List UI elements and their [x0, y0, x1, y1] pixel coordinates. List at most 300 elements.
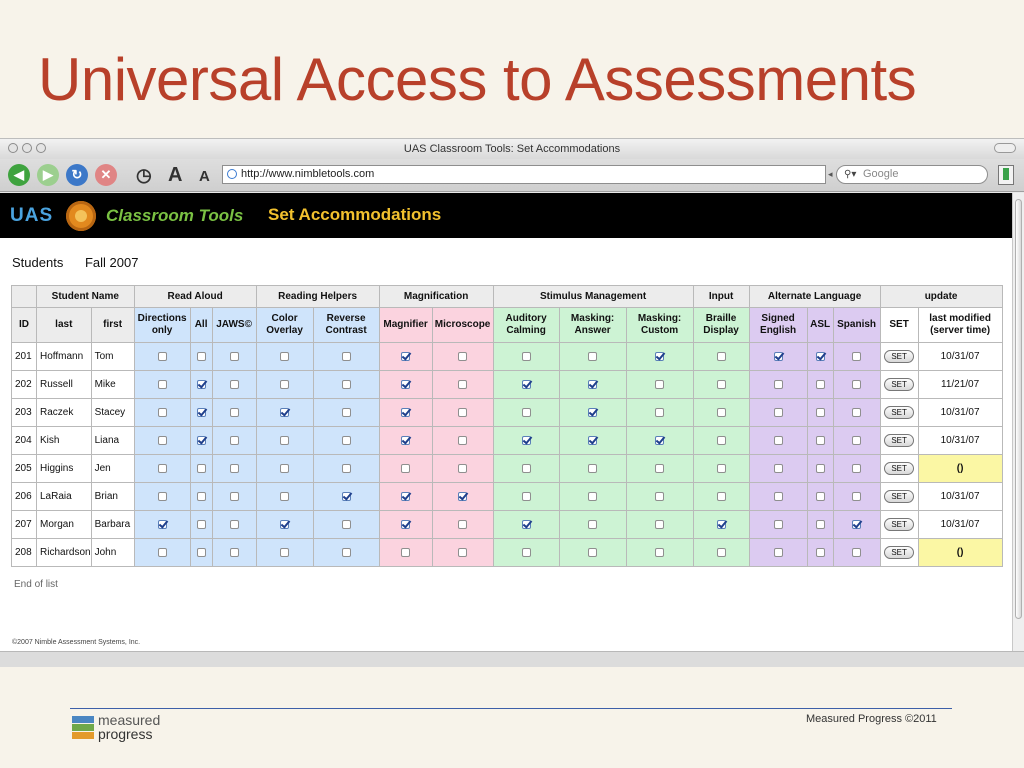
- accommodation-cell: [693, 455, 749, 483]
- set-button[interactable]: SET: [884, 350, 914, 363]
- search-placeholder: Google: [863, 168, 899, 180]
- accommodation-cell: [313, 483, 379, 511]
- accommodation-checkbox[interactable]: [522, 464, 531, 473]
- student-first-name: John: [91, 539, 134, 567]
- back-icon[interactable]: ◀: [8, 164, 30, 186]
- accommodation-cell: [693, 371, 749, 399]
- measured-progress-logo: [72, 714, 182, 744]
- accommodation-checkbox[interactable]: [774, 352, 783, 361]
- accommodation-checkbox[interactable]: [280, 492, 289, 501]
- accommodation-checkbox[interactable]: [816, 380, 825, 389]
- brand-logo: UAS: [10, 205, 54, 226]
- accommodation-cell: [807, 455, 833, 483]
- group-header-row: [12, 286, 1003, 308]
- column-header: ASL: [807, 308, 833, 343]
- student-id: 202: [12, 371, 37, 399]
- accommodation-checkbox[interactable]: [717, 464, 726, 473]
- accommodation-checkbox[interactable]: [401, 380, 410, 389]
- url-dropdown-icon[interactable]: ◂: [828, 169, 833, 179]
- accommodation-checkbox[interactable]: [401, 520, 410, 529]
- accommodation-checkbox[interactable]: [655, 352, 664, 361]
- accommodation-checkbox[interactable]: [588, 436, 597, 445]
- app-name: Classroom Tools: [106, 206, 244, 225]
- accommodation-checkbox[interactable]: [158, 520, 167, 529]
- accommodation-cell: [693, 399, 749, 427]
- accommodation-checkbox[interactable]: [717, 352, 726, 361]
- set-button[interactable]: SET: [884, 546, 914, 559]
- accommodation-cell: [749, 399, 807, 427]
- group-header: Alternate Language: [749, 286, 880, 308]
- accommodation-checkbox[interactable]: [588, 380, 597, 389]
- accommodation-checkbox[interactable]: [230, 436, 239, 445]
- accommodation-cell: [626, 455, 693, 483]
- accommodation-cell: [833, 371, 880, 399]
- accommodation-cell: [212, 511, 256, 539]
- students-label: Students: [12, 255, 64, 270]
- accommodation-checkbox[interactable]: [197, 520, 206, 529]
- accommodation-cell: [493, 455, 559, 483]
- accommodation-cell: [749, 455, 807, 483]
- accommodation-checkbox[interactable]: [158, 464, 167, 473]
- set-button[interactable]: SET: [884, 406, 914, 419]
- table-row: [12, 539, 1003, 567]
- accommodation-cell: [212, 455, 256, 483]
- accommodation-cell: [134, 371, 190, 399]
- accommodation-checkbox[interactable]: [717, 520, 726, 529]
- accommodation-checkbox[interactable]: [158, 548, 167, 557]
- accommodation-cell: [256, 343, 313, 371]
- column-header: SET: [880, 308, 918, 343]
- column-header: Spanish: [833, 308, 880, 343]
- accommodation-cell: [190, 427, 212, 455]
- accommodation-checkbox[interactable]: [280, 352, 289, 361]
- accommodation-cell: [493, 511, 559, 539]
- student-first-name: Mike: [91, 371, 134, 399]
- set-button[interactable]: SET: [884, 490, 914, 503]
- accommodation-checkbox[interactable]: [230, 352, 239, 361]
- student-last-name: Russell: [37, 371, 92, 399]
- accommodation-checkbox[interactable]: [197, 492, 206, 501]
- accommodation-checkbox[interactable]: [342, 380, 351, 389]
- search-icon: ⚲▾: [844, 169, 857, 180]
- accommodation-checkbox[interactable]: [655, 520, 664, 529]
- accommodation-checkbox[interactable]: [280, 464, 289, 473]
- column-header: Auditory Calming: [493, 308, 559, 343]
- page-heading: Set Accommodations: [268, 205, 442, 224]
- accommodation-checkbox[interactable]: [774, 548, 783, 557]
- accommodation-cell: [807, 511, 833, 539]
- accommodation-checkbox[interactable]: [230, 548, 239, 557]
- last-modified: 11/21/07: [918, 371, 1002, 399]
- accommodation-checkbox[interactable]: [342, 436, 351, 445]
- accommodation-cell: [693, 343, 749, 371]
- accommodation-checkbox[interactable]: [816, 436, 825, 445]
- accommodation-checkbox[interactable]: [522, 520, 531, 529]
- accommodation-checkbox[interactable]: [458, 352, 467, 361]
- accommodation-checkbox[interactable]: [816, 492, 825, 501]
- accommodation-cell: [432, 511, 493, 539]
- accommodation-checkbox[interactable]: [816, 352, 825, 361]
- set-button[interactable]: SET: [884, 434, 914, 447]
- column-header: Reverse Contrast: [313, 308, 379, 343]
- accommodation-checkbox[interactable]: [342, 464, 351, 473]
- accommodation-cell: [559, 455, 626, 483]
- accommodation-checkbox[interactable]: [458, 408, 467, 417]
- accommodation-checkbox[interactable]: [852, 436, 861, 445]
- accommodation-checkbox[interactable]: [816, 408, 825, 417]
- column-header: ID: [12, 308, 37, 343]
- accommodation-cell: [190, 371, 212, 399]
- logo-text-line1: measured: [98, 712, 161, 728]
- accommodation-cell: [379, 483, 432, 511]
- group-header: Magnification: [379, 286, 493, 308]
- accommodation-cell: [833, 483, 880, 511]
- table-row: [12, 343, 1003, 371]
- accommodation-checkbox[interactable]: [852, 352, 861, 361]
- accommodation-checkbox[interactable]: [852, 548, 861, 557]
- accommodation-cell: [256, 539, 313, 567]
- accommodation-checkbox[interactable]: [852, 464, 861, 473]
- table-row: [12, 455, 1003, 483]
- accommodation-checkbox[interactable]: [774, 520, 783, 529]
- student-last-name: Kish: [37, 427, 92, 455]
- accommodation-checkbox[interactable]: [588, 464, 597, 473]
- accommodation-checkbox[interactable]: [158, 436, 167, 445]
- accommodation-cell: [749, 343, 807, 371]
- accommodation-cell: [190, 455, 212, 483]
- accommodation-cell: [807, 399, 833, 427]
- accommodation-checkbox[interactable]: [774, 436, 783, 445]
- accommodation-checkbox[interactable]: [197, 352, 206, 361]
- accommodation-cell: [212, 399, 256, 427]
- set-cell: [880, 427, 918, 455]
- accommodation-checkbox[interactable]: [158, 352, 167, 361]
- accommodation-cell: [256, 371, 313, 399]
- accommodation-checkbox[interactable]: [158, 492, 167, 501]
- accommodation-cell: [379, 455, 432, 483]
- accommodation-cell: [493, 483, 559, 511]
- column-header: Braille Display: [693, 308, 749, 343]
- accommodation-checkbox[interactable]: [522, 352, 531, 361]
- bookmark-icon[interactable]: [998, 165, 1014, 185]
- accommodation-checkbox[interactable]: [852, 520, 861, 529]
- column-header: All: [190, 308, 212, 343]
- accommodation-cell: [432, 427, 493, 455]
- accommodation-checkbox[interactable]: [458, 464, 467, 473]
- accommodation-checkbox[interactable]: [717, 492, 726, 501]
- accommodation-cell: [190, 539, 212, 567]
- accommodation-cell: [379, 511, 432, 539]
- accommodation-cell: [190, 511, 212, 539]
- accommodation-checkbox[interactable]: [655, 408, 664, 417]
- logo-mark-icon: [72, 716, 94, 738]
- accommodation-checkbox[interactable]: [458, 436, 467, 445]
- accommodation-cell: [134, 343, 190, 371]
- text-smaller-icon[interactable]: A: [199, 168, 210, 185]
- accommodation-checkbox[interactable]: [342, 492, 351, 501]
- accommodation-cell: [432, 399, 493, 427]
- accommodation-cell: [749, 483, 807, 511]
- last-modified: 10/31/07: [918, 399, 1002, 427]
- accommodation-checkbox[interactable]: [816, 464, 825, 473]
- accommodation-cell: [559, 371, 626, 399]
- forward-icon[interactable]: ▶: [37, 164, 59, 186]
- accommodation-checkbox[interactable]: [655, 492, 664, 501]
- vertical-scrollbar[interactable]: [1012, 193, 1024, 651]
- accommodation-checkbox[interactable]: [342, 520, 351, 529]
- set-cell: [880, 511, 918, 539]
- accommodation-cell: [134, 399, 190, 427]
- accommodation-cell: [313, 455, 379, 483]
- student-last-name: Higgins: [37, 455, 92, 483]
- footer-divider: [70, 708, 952, 709]
- accommodation-checkbox[interactable]: [588, 520, 597, 529]
- accommodation-checkbox[interactable]: [280, 520, 289, 529]
- student-last-name: Morgan: [37, 511, 92, 539]
- accommodation-checkbox[interactable]: [342, 548, 351, 557]
- student-id: 207: [12, 511, 37, 539]
- student-id: 204: [12, 427, 37, 455]
- accommodation-checkbox[interactable]: [655, 380, 664, 389]
- search-input[interactable]: [836, 165, 988, 184]
- accommodation-cell: [190, 399, 212, 427]
- student-first-name: Liana: [91, 427, 134, 455]
- set-button[interactable]: SET: [884, 378, 914, 391]
- accommodation-checkbox[interactable]: [774, 408, 783, 417]
- accommodation-checkbox[interactable]: [816, 520, 825, 529]
- text-larger-icon[interactable]: A: [168, 164, 183, 186]
- globe-icon: [227, 169, 237, 179]
- accommodation-cell: [807, 427, 833, 455]
- accommodation-cell: [212, 343, 256, 371]
- accommodation-cell: [807, 343, 833, 371]
- address-bar[interactable]: [222, 165, 826, 184]
- accommodation-checkbox[interactable]: [522, 380, 531, 389]
- column-header: Masking: Answer: [559, 308, 626, 343]
- accommodation-cell: [190, 483, 212, 511]
- column-header: Directions only: [134, 308, 190, 343]
- accommodation-checkbox[interactable]: [655, 436, 664, 445]
- accommodation-cell: [833, 455, 880, 483]
- student-first-name: Brian: [91, 483, 134, 511]
- table-row: [12, 483, 1003, 511]
- table-row: [12, 371, 1003, 399]
- group-header: update: [880, 286, 1002, 308]
- accommodation-cell: [559, 511, 626, 539]
- accommodation-cell: [559, 427, 626, 455]
- student-last-name: Richardson: [37, 539, 92, 567]
- last-modified: 10/31/07: [918, 427, 1002, 455]
- accommodation-cell: [134, 483, 190, 511]
- accommodation-checkbox[interactable]: [230, 380, 239, 389]
- accommodation-checkbox[interactable]: [158, 408, 167, 417]
- accommodation-checkbox[interactable]: [158, 380, 167, 389]
- column-header: Microscope: [432, 308, 493, 343]
- accommodation-checkbox[interactable]: [522, 436, 531, 445]
- accommodation-cell: [626, 427, 693, 455]
- accommodation-cell: [134, 455, 190, 483]
- group-header: [12, 286, 37, 308]
- student-last-name: Raczek: [37, 399, 92, 427]
- accommodation-checkbox[interactable]: [655, 548, 664, 557]
- accommodation-cell: [256, 483, 313, 511]
- accommodation-cell: [256, 427, 313, 455]
- accommodation-checkbox[interactable]: [588, 408, 597, 417]
- accommodation-cell: [749, 427, 807, 455]
- accommodation-cell: [693, 539, 749, 567]
- accommodation-checkbox[interactable]: [401, 352, 410, 361]
- accommodation-checkbox[interactable]: [522, 492, 531, 501]
- group-header: Student Name: [37, 286, 135, 308]
- accommodation-cell: [432, 539, 493, 567]
- accommodation-cell: [833, 511, 880, 539]
- accommodation-checkbox[interactable]: [717, 408, 726, 417]
- accommodation-cell: [559, 399, 626, 427]
- accommodation-checkbox[interactable]: [774, 492, 783, 501]
- set-cell: [880, 455, 918, 483]
- accommodation-checkbox[interactable]: [401, 548, 410, 557]
- accommodation-checkbox[interactable]: [717, 380, 726, 389]
- accommodation-cell: [749, 371, 807, 399]
- set-cell: [880, 483, 918, 511]
- accommodation-checkbox[interactable]: [852, 408, 861, 417]
- last-modified: (): [918, 455, 1002, 483]
- accommodation-checkbox[interactable]: [230, 464, 239, 473]
- table-row: [12, 427, 1003, 455]
- student-last-name: LaRaia: [37, 483, 92, 511]
- scroll-thumb[interactable]: [1015, 199, 1022, 619]
- accommodation-checkbox[interactable]: [774, 380, 783, 389]
- accommodation-checkbox[interactable]: [655, 464, 664, 473]
- accommodation-cell: [190, 343, 212, 371]
- history-clock-icon[interactable]: ◷: [136, 165, 152, 185]
- accommodation-checkbox[interactable]: [342, 408, 351, 417]
- accommodation-checkbox[interactable]: [852, 380, 861, 389]
- accommodation-checkbox[interactable]: [401, 492, 410, 501]
- accommodation-checkbox[interactable]: [458, 520, 467, 529]
- accommodation-checkbox[interactable]: [717, 548, 726, 557]
- set-cell: [880, 539, 918, 567]
- accommodation-checkbox[interactable]: [280, 548, 289, 557]
- accommodation-checkbox[interactable]: [197, 408, 206, 417]
- accommodation-checkbox[interactable]: [230, 520, 239, 529]
- accommodation-cell: [379, 427, 432, 455]
- column-header: JAWS©: [212, 308, 256, 343]
- accommodation-cell: [379, 371, 432, 399]
- accommodation-checkbox[interactable]: [522, 408, 531, 417]
- table-row: [12, 511, 1003, 539]
- accommodation-cell: [626, 539, 693, 567]
- accommodation-cell: [626, 343, 693, 371]
- accommodation-cell: [833, 539, 880, 567]
- accommodation-cell: [313, 371, 379, 399]
- column-header: first: [91, 308, 134, 343]
- accommodation-cell: [212, 539, 256, 567]
- column-header: Color Overlay: [256, 308, 313, 343]
- app-header: [0, 193, 1012, 238]
- accommodation-checkbox[interactable]: [588, 352, 597, 361]
- student-first-name: Jen: [91, 455, 134, 483]
- accommodation-checkbox[interactable]: [197, 548, 206, 557]
- accommodation-cell: [493, 343, 559, 371]
- accommodation-checkbox[interactable]: [342, 352, 351, 361]
- accommodation-checkbox[interactable]: [522, 548, 531, 557]
- accommodation-checkbox[interactable]: [280, 380, 289, 389]
- student-first-name: Stacey: [91, 399, 134, 427]
- accommodation-cell: [212, 371, 256, 399]
- student-id: 201: [12, 343, 37, 371]
- accommodation-checkbox[interactable]: [280, 436, 289, 445]
- app-copyright: ©2007 Nimble Assessment Systems, Inc.: [12, 639, 141, 646]
- page-content: [0, 193, 1012, 651]
- set-button[interactable]: SET: [884, 518, 914, 531]
- accommodation-checkbox[interactable]: [280, 408, 289, 417]
- accommodation-cell: [432, 371, 493, 399]
- column-header: Signed English: [749, 308, 807, 343]
- last-modified: (): [918, 539, 1002, 567]
- accommodation-cell: [379, 539, 432, 567]
- accommodation-cell: [256, 511, 313, 539]
- browser-toolbar: [0, 159, 1024, 192]
- accommodation-cell: [749, 511, 807, 539]
- student-id: 203: [12, 399, 37, 427]
- slide-title: Universal Access to Assessments: [38, 46, 917, 113]
- accommodation-cell: [693, 483, 749, 511]
- accommodation-checkbox[interactable]: [197, 380, 206, 389]
- accommodation-checkbox[interactable]: [458, 492, 467, 501]
- accommodation-cell: [833, 399, 880, 427]
- accommodation-cell: [432, 343, 493, 371]
- accommodation-checkbox[interactable]: [458, 548, 467, 557]
- accommodation-checkbox[interactable]: [717, 436, 726, 445]
- accommodation-cell: [807, 539, 833, 567]
- accommodation-checkbox[interactable]: [197, 464, 206, 473]
- accommodations-table: [11, 285, 1003, 567]
- accommodation-checkbox[interactable]: [588, 492, 597, 501]
- accommodation-cell: [559, 539, 626, 567]
- accommodation-cell: [833, 343, 880, 371]
- accommodation-checkbox[interactable]: [197, 436, 206, 445]
- accommodation-checkbox[interactable]: [401, 408, 410, 417]
- stop-icon[interactable]: ✕: [95, 164, 117, 186]
- accommodation-cell: [833, 427, 880, 455]
- set-button[interactable]: SET: [884, 462, 914, 475]
- accommodation-cell: [432, 455, 493, 483]
- accommodation-cell: [134, 427, 190, 455]
- accommodation-cell: [313, 511, 379, 539]
- accommodation-checkbox[interactable]: [816, 548, 825, 557]
- accommodation-checkbox[interactable]: [230, 492, 239, 501]
- status-bar: [0, 651, 1024, 667]
- student-id: 206: [12, 483, 37, 511]
- accommodation-cell: [134, 511, 190, 539]
- accommodation-cell: [134, 539, 190, 567]
- set-cell: [880, 343, 918, 371]
- accommodation-checkbox[interactable]: [774, 464, 783, 473]
- reload-icon[interactable]: ↻: [66, 164, 88, 186]
- accommodation-checkbox[interactable]: [230, 408, 239, 417]
- footer-copyright: Measured Progress ©2011: [806, 713, 937, 725]
- accommodation-checkbox[interactable]: [401, 464, 410, 473]
- accommodation-checkbox[interactable]: [588, 548, 597, 557]
- accommodation-cell: [256, 399, 313, 427]
- toolbar-toggle-button[interactable]: [994, 143, 1016, 153]
- accommodation-cell: [693, 427, 749, 455]
- accommodation-checkbox[interactable]: [852, 492, 861, 501]
- accommodation-checkbox[interactable]: [401, 436, 410, 445]
- accommodation-checkbox[interactable]: [458, 380, 467, 389]
- accommodation-cell: [693, 511, 749, 539]
